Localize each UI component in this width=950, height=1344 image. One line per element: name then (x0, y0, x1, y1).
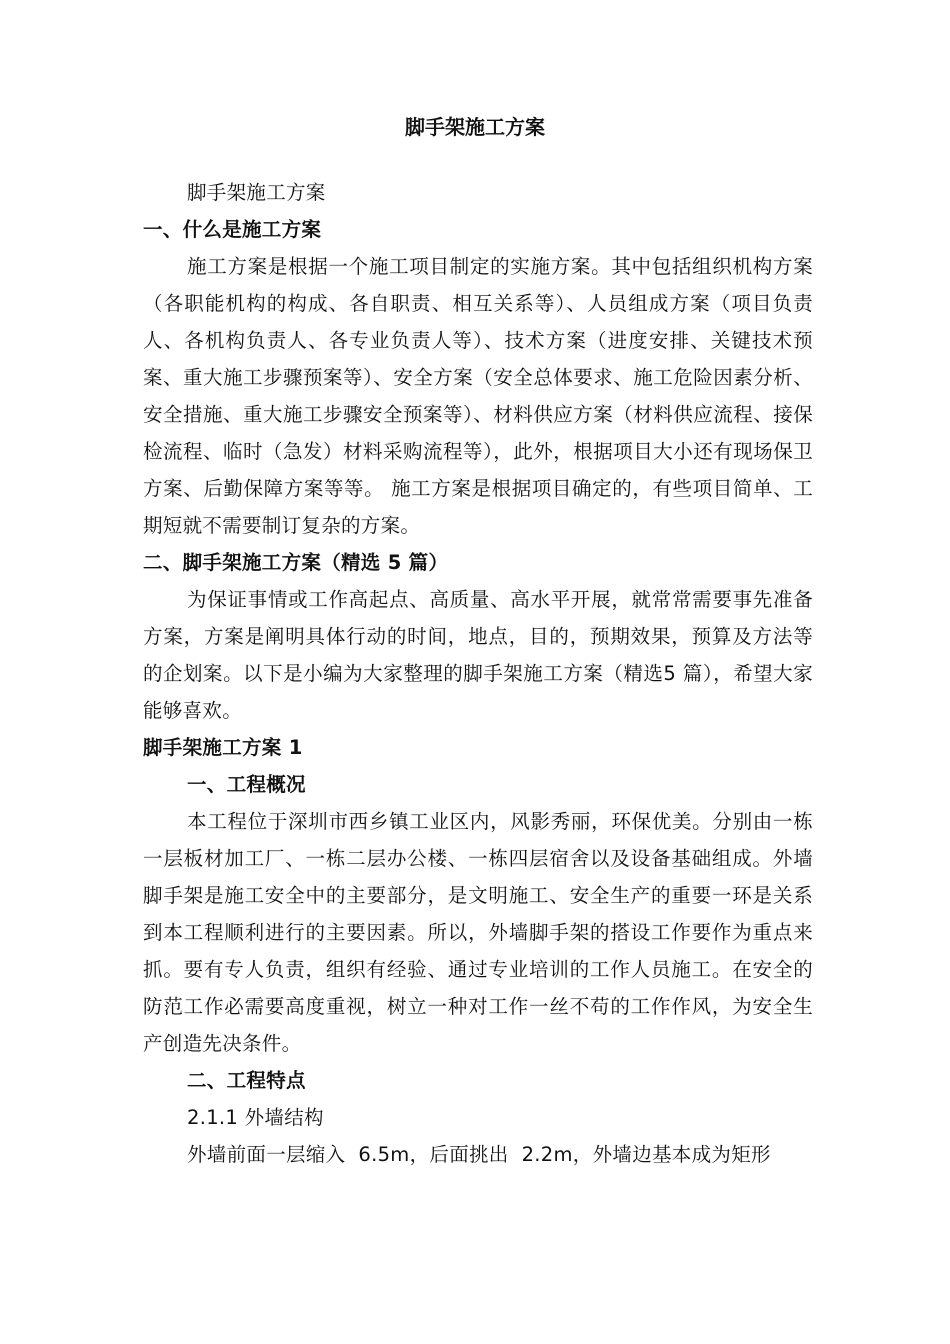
paragraph-project-overview: 本工程位于深圳市西乡镇工业区内，风影秀丽，环保优美。分别由一栋一层板材加工厂、一栋二层办公楼、一栋四层宿舍以及设备基础组成。外墙脚手架是施工安全中的主要部分，是文明施工、安全生产的重要一环是关系到本工程顺利进行的主要因素。所以，外墙脚手架的搭设工作要作为重点来抓。要有专人负责，组织有经验、通过专业培训的工作人员施工。在安全的防范工作必需要高度重视，树立一种对工作一丝不苟的工作作风，为安全生产创造先决条件。 (143, 810, 813, 1055)
heading-project-features: 二、工程特点 (187, 1069, 306, 1092)
document-body (143, 174, 813, 1173)
paragraph-exterior-wall: 外墙前面一层缩入 6.5m，后面挑出 2.2m，外墙边基本成为矩形 (187, 1143, 771, 1166)
document-subtitle: 脚手架施工方案 (187, 181, 326, 204)
subheading-exterior-wall: 2.1.1 外墙结构 (187, 1106, 324, 1129)
paragraph-plan-definition: 施工方案是根据一个施工项目制定的实施方案。其中包括组织机构方案（各职能机构的构成、各自职责、相互关系等）、人员组成方案（项目负责人、各机构负责人、各专业负责人等）、技术方案（进度安排、关键技术预案、重大施工步骤预案等）、安全方案（安全总体要求、施工危险因素分析、安全措施、重大施工步骤安全预案等）、材料供应方案（材料供应流程、接保检流程、临时（急发）材料采购流程等），此外，根据项目大小还有现场保卫方案、后勤保障方案等等。 施工方案是根据项目确定的，有些项目简单、工期短就不需要制订复杂的方案。 (143, 255, 813, 537)
section-heading-scaffold-plans: 二、脚手架施工方案（精选 5 篇） (143, 551, 449, 574)
heading-project-overview: 一、工程概况 (187, 773, 306, 796)
document-title: 脚手架施工方案 (405, 115, 545, 139)
section-heading-what-is-plan: 一、什么是施工方案 (143, 218, 322, 241)
paragraph-intro: 为保证事情或工作高起点、高质量、高水平开展，就常常需要事先准备方案，方案是阐明具体行动的时间，地点，目的，预期效果，预算及方法等的企划案。以下是小编为大家整理的脚手架施工方案（精选5 篇），希望大家能够喜欢。 (143, 588, 813, 722)
plan-1-heading: 脚手架施工方案 1 (143, 736, 303, 759)
